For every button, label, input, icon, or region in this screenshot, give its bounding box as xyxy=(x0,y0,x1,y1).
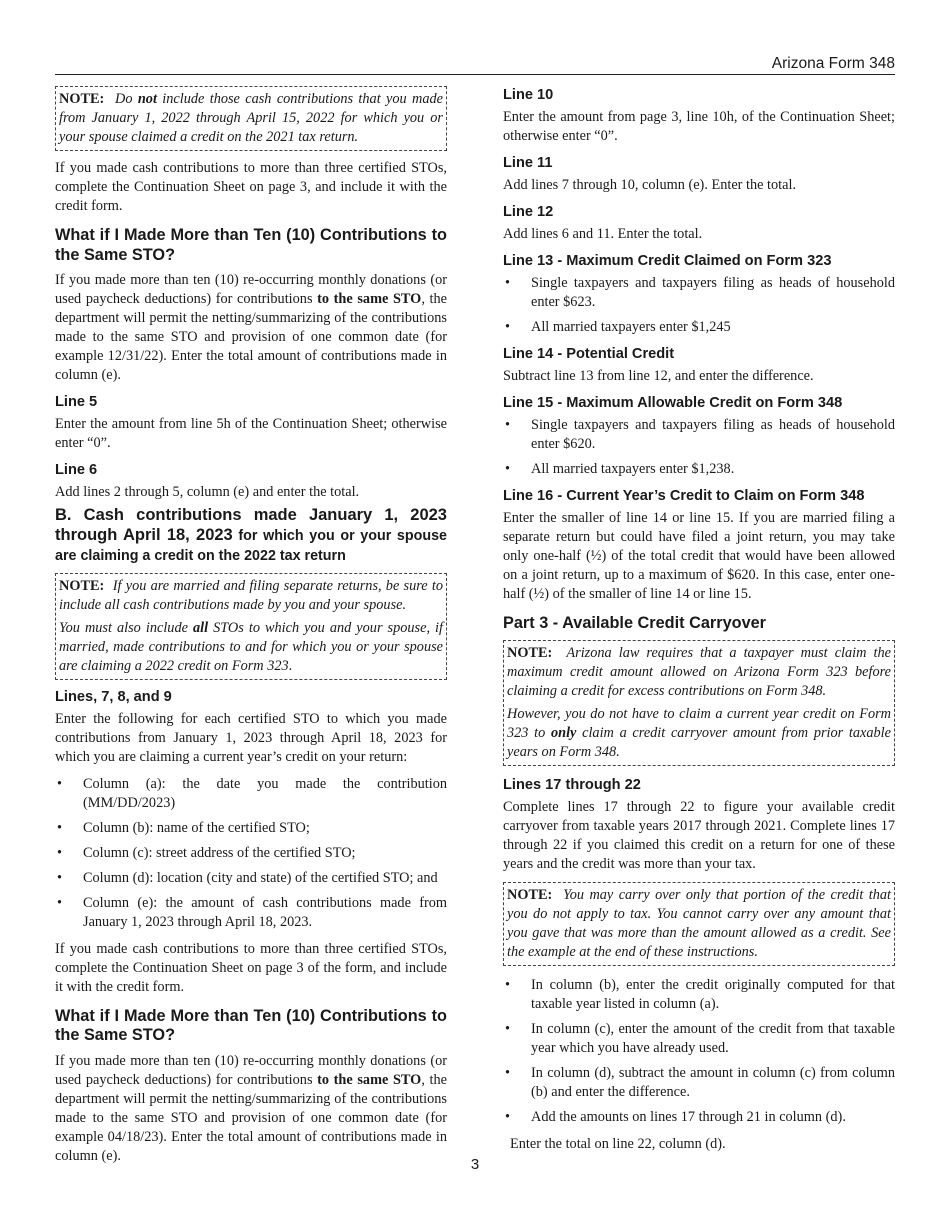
paragraph: Enter the total on line 22, column (d). xyxy=(510,1135,726,1152)
list-item: • Single taxpayers and taxpayers filing as heads of household enter $620. xyxy=(503,416,895,454)
page-number: 3 xyxy=(470,1156,480,1173)
list-item: • All married taxpayers enter $1,245 xyxy=(503,318,895,337)
paragraph: If you made cash contributions to more than three certified STOs, complete the Continuation Sheet on page 3 of the form, and include it with the credit form. xyxy=(55,940,447,995)
header-rule xyxy=(55,74,895,75)
line-heading: Line 13 - Maximum Credit Claimed on Form 323 xyxy=(503,253,832,269)
bullet-list xyxy=(55,775,447,932)
line-heading: Line 14 - Potential Credit xyxy=(503,346,675,362)
paragraph: Enter the amount from line 5h of the Continuation Sheet; otherwise enter “0”. xyxy=(55,416,447,451)
line-heading: Line 6 xyxy=(55,462,98,478)
list-item: • All married taxpayers enter $1,238. xyxy=(503,460,895,479)
list-item: • Column (e): the amount of cash contributions made from January 1, 2023 through April 18, 2023. xyxy=(55,894,447,932)
line-heading: Lines 17 through 22 xyxy=(503,776,641,793)
right-column xyxy=(503,86,895,1162)
paragraph: Add lines 7 through 10, column (e). Enter the total. xyxy=(503,177,797,193)
bullet-list xyxy=(503,976,895,1127)
list-item: • In column (b), enter the credit originally computed for that taxable year listed in column (a). xyxy=(503,976,895,1014)
list-item: • Column (d): location (city and state) of the certified STO; and xyxy=(55,869,447,888)
list-item: • Column (b): name of the certified STO; xyxy=(55,819,447,838)
line-heading: Line 12 xyxy=(503,204,554,220)
paragraph: Enter the following for each certified STO to which you made contributions from January 1, 2023 through April 18, 2023 for which you are claiming a current year’s credit on your return: xyxy=(55,710,447,765)
paragraph: Complete lines 17 through 22 to figure your available credit carryover from taxable years 2017 through 2021. Complete lines 17 through 22 if you claimed this credit on a return for one of these years and the credit was more than your tax. xyxy=(503,798,895,872)
line-heading: Line 10 xyxy=(503,87,554,103)
paragraph: If you made more than ten (10) re-occurring monthly donations (or used paycheck deductions) for contributions to the same STO, the department will permit the netting/summarizing of the contributions made to the same STO and provision of one common date (for example 12/31/22). Enter the total amount of contributions made in column (e). xyxy=(55,272,447,383)
list-item: • In column (d), subtract the amount in column (c) from column (b) and enter the difference. xyxy=(503,1064,895,1102)
bullet-list xyxy=(503,274,895,337)
note-box: NOTE: Do not include those cash contributions that you made from January 1, 2022 through April 15, 2022 for which you or your spouse claimed a credit on the 2021 tax return. xyxy=(55,86,447,151)
line-heading: Line 16 - Current Year’s Credit to Claim on Form 348 xyxy=(503,488,865,504)
paragraph: Add lines 2 through 5, column (e) and enter the total. xyxy=(55,484,360,500)
paragraph: If you made cash contributions to more than three certified STOs, complete the Continuation Sheet on page 3, and include it with the credit form. xyxy=(55,160,447,214)
section-heading: Part 3 - Available Credit Carryover xyxy=(503,614,767,632)
section-heading: What if I Made More than Ten (10) Contributions to the Same STO? xyxy=(55,1006,447,1044)
section-b-heading: B. Cash contributions made January 1, 2023 through April 18, 2023 for which you or your spouse are claiming a credit on the 2022 tax return xyxy=(55,506,447,564)
bullet-list xyxy=(503,416,895,479)
left-column xyxy=(55,86,447,1174)
note-box: NOTE: You may carry over only that portion of the credit that you do not apply to tax. You cannot carry over any amount that you gave that was more than the amount allowed as a credit. See the example at the end of these instructions. xyxy=(503,882,895,966)
form-title: Arizona Form 348 xyxy=(771,55,895,72)
line-heading: Line 5 xyxy=(55,394,98,410)
paragraph: If you made more than ten (10) re-occurring monthly donations (or used paycheck deductions) for contributions to the same STO, the department will permit the netting/summarizing of the contributions made to the same STO and provision of one common date (for example 04/18/23). Enter the total amount of contributions made in column (e). xyxy=(55,1052,447,1164)
line-heading: Line 11 xyxy=(503,155,553,171)
list-item: • Column (c): street address of the certified STO; xyxy=(55,844,447,863)
list-item: • In column (c), enter the amount of the credit from that taxable year which you have already used. xyxy=(503,1020,895,1058)
note-box: NOTE: Arizona law requires that a taxpayer must claim the maximum credit amount allowed on Arizona Form 323 before claiming a credit for excess contributions on Form 348. However, you do not have to claim a current year credit on Form 323 to only claim a credit carryover amount from prior taxable years on Form 348. xyxy=(503,640,895,766)
section-heading: What if I Made More than Ten (10) Contributions to the Same STO? xyxy=(55,226,447,264)
line-heading: Lines, 7, 8, and 9 xyxy=(55,688,172,705)
paragraph: Enter the smaller of line 14 or line 15. If you are married filing a separate return but could have filed a joint return, you may take only one-half (½) of the total credit that would have been allowed on a joint return, up to a maximum of $620. In this case, enter one-half (½) of the smaller of line 14 or line 15. xyxy=(503,510,895,602)
paragraph: Add lines 6 and 11. Enter the total. xyxy=(503,226,703,242)
paragraph: Subtract line 13 from line 12, and enter the difference. xyxy=(503,368,814,384)
paragraph: Enter the amount from page 3, line 10h, of the Continuation Sheet; otherwise enter “0”. xyxy=(503,109,895,144)
list-item: • Column (a): the date you made the contribution (MM/DD/2023) xyxy=(55,775,447,813)
note-box: NOTE: If you are married and filing separate returns, be sure to include all cash contributions made by you and your spouse. You must also include all STOs to which you and your spouse, if married, made contributions to and for which you or your spouse are claiming a 2022 credit on Form 323. xyxy=(55,573,447,680)
line-heading: Line 15 - Maximum Allowable Credit on Form 348 xyxy=(503,395,843,411)
list-item: • Single taxpayers and taxpayers filing as heads of household enter $623. xyxy=(503,274,895,312)
list-item: • Add the amounts on lines 17 through 21 in column (d). xyxy=(503,1108,895,1127)
